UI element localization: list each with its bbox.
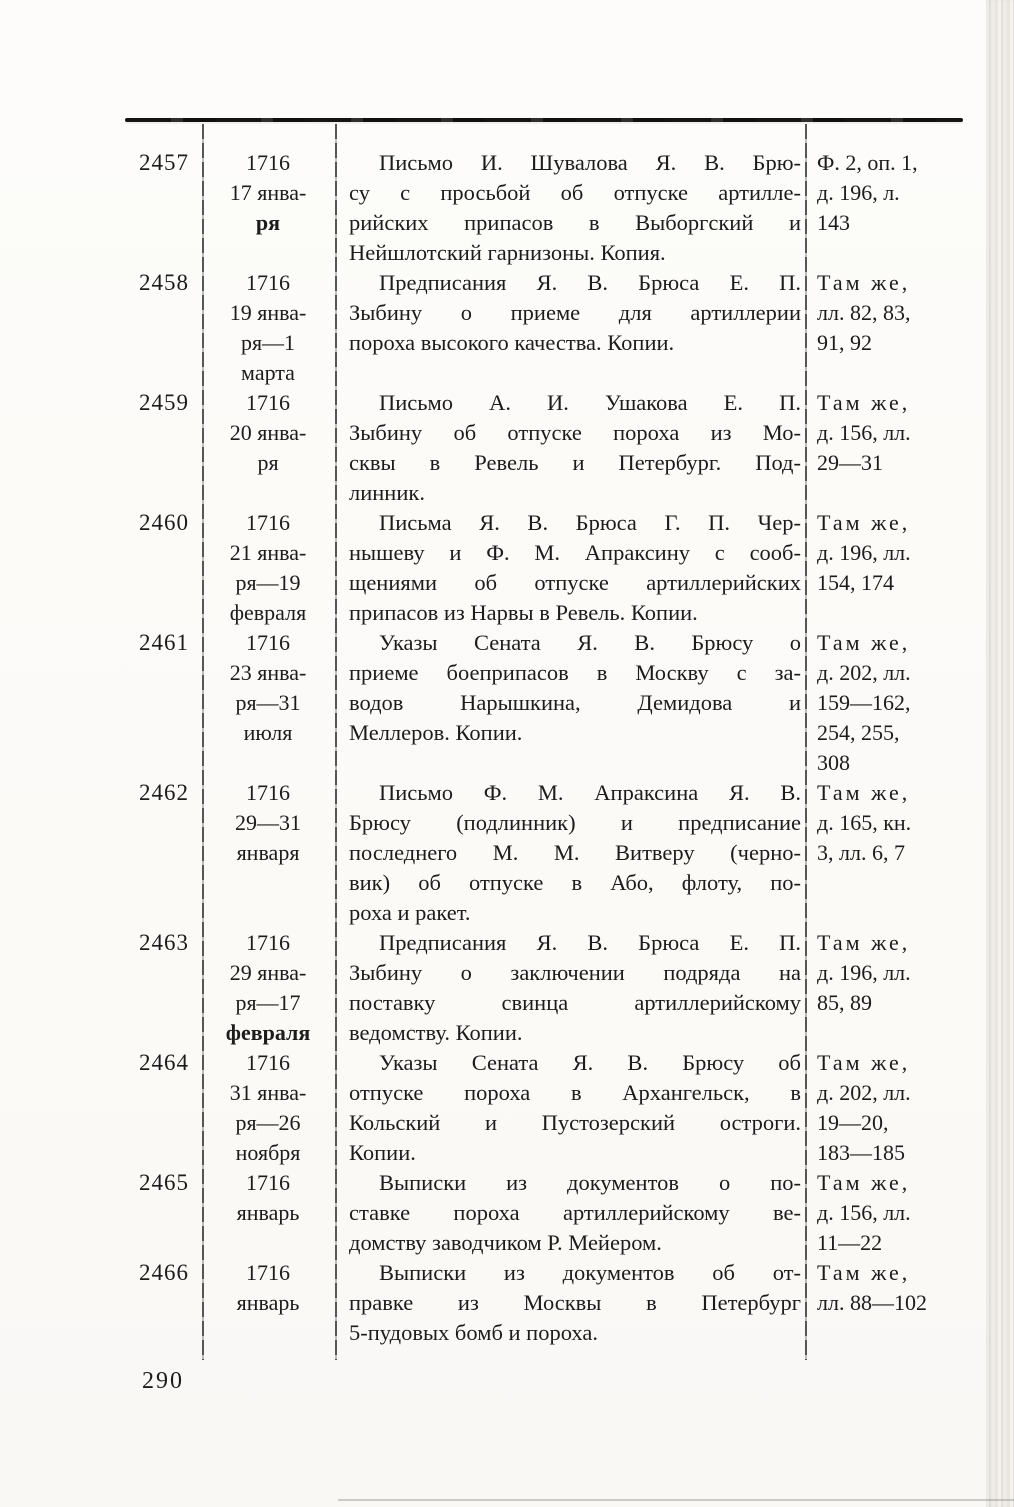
entry-number: 2461 bbox=[139, 630, 189, 655]
catalog-entries bbox=[0, 148, 1014, 1348]
entry-row bbox=[0, 1168, 1014, 1258]
entry-date: 1716 29 янва- ря—17 февраля bbox=[225, 930, 311, 1045]
entry-reference: Там же, д. 196, лл. 85, 89 bbox=[817, 930, 911, 1015]
scan-edge-artifact bbox=[986, 0, 1014, 1507]
scan-bottom-artifact bbox=[338, 1499, 1014, 1501]
table-top-rule bbox=[125, 118, 963, 122]
entry-row bbox=[0, 1258, 1014, 1348]
entry-reference: Там же, д. 202, лл. 159—162, 254, 255, 308 bbox=[817, 630, 911, 775]
entry-number: 2465 bbox=[139, 1170, 189, 1195]
entry-row bbox=[0, 508, 1014, 628]
entry-description: Выписки из документов о по- ставке пороха артиллерийскому ве- домству заводчиком Р. Мейером. bbox=[349, 1170, 801, 1255]
entry-date: 1716 21 янва- ря—19 февраля bbox=[229, 510, 307, 625]
entry-description: Письмо И. Шувалова Я. В. Брю- су с просьбой об отпуске артилле- рийских припасов в Выборгский и Нейшлотский гарнизоны. Копия. bbox=[349, 150, 801, 265]
entry-description: Указы Сената Я. В. Брюсу об отпуске пороха в Архангельск, в Кольский и Пустозерский остроги. Копии. bbox=[349, 1050, 801, 1165]
entry-date: 1716 17 янва- ря bbox=[229, 150, 307, 235]
page-number: 290 bbox=[142, 1368, 184, 1394]
entry-date: 1716 23 янва- ря—31 июля bbox=[229, 630, 307, 745]
entry-reference: Там же, д. 156, лл. 11—22 bbox=[817, 1170, 911, 1255]
entry-description: Письмо Ф. М. Апраксина Я. В. Брюсу (подлинник) и предписание последнего М. М. Витверу (черно- вик) об отпуске в Або, флоту, по- роха и ракет. bbox=[349, 780, 801, 925]
entry-row bbox=[0, 388, 1014, 508]
entry-number: 2458 bbox=[139, 270, 189, 295]
entry-description: Письмо А. И. Ушакова Е. П. Зыбину об отпуске пороха из Мо- сквы в Ревель и Петербург. Под- линник. bbox=[349, 390, 801, 505]
entry-reference: Там же, д. 202, лл. 19—20, 183—185 bbox=[817, 1050, 911, 1165]
entry-date: 1716 20 янва- ря bbox=[229, 390, 307, 475]
entry-reference: Там же, лл. 82, 83, 91, 92 bbox=[817, 270, 911, 355]
entry-number: 2466 bbox=[139, 1260, 189, 1285]
entry-description: Предписания Я. В. Брюса Е. П. Зыбину о заключении подряда на поставку свинца артиллерийскому ведомству. Копии. bbox=[349, 930, 801, 1045]
entry-description: Предписания Я. В. Брюса Е. П. Зыбину о приеме для артиллерии пороха высокого качества. Копии. bbox=[349, 270, 801, 355]
entry-number: 2464 bbox=[139, 1050, 189, 1075]
entry-reference: Там же, д. 156, лл. 29—31 bbox=[817, 390, 911, 475]
entry-date: 1716 январь bbox=[236, 1260, 300, 1315]
entry-number: 2457 bbox=[139, 150, 189, 175]
entry-description: Выписки из документов об от- правке из Москвы в Петербург 5-пудовых бомб и пороха. bbox=[349, 1260, 801, 1345]
entry-number: 2462 bbox=[139, 780, 189, 805]
entry-number: 2463 bbox=[139, 930, 189, 955]
entry-date: 1716 29—31 января bbox=[235, 780, 301, 865]
entry-date: 1716 19 янва- ря—1 марта bbox=[229, 270, 307, 385]
entry-reference: Там же, д. 165, кн. 3, лл. 6, 7 bbox=[817, 780, 912, 865]
entry-row bbox=[0, 628, 1014, 778]
entry-row bbox=[0, 778, 1014, 928]
entry-date: 1716 31 янва- ря—26 ноября bbox=[229, 1050, 307, 1165]
entry-reference: Там же, д. 196, лл. 154, 174 bbox=[817, 510, 911, 595]
entry-number: 2459 bbox=[139, 390, 189, 415]
entry-reference: Там же, лл. 88—102 bbox=[817, 1260, 927, 1315]
entry-description: Письма Я. В. Брюса Г. П. Чер- нышеву и Ф. М. Апраксину с сооб- щениями об отпуске артиллерийских припасов из Нарвы в Ревель. Копии. bbox=[349, 510, 801, 625]
entry-date: 1716 январь bbox=[236, 1170, 300, 1225]
entry-row bbox=[0, 1048, 1014, 1168]
entry-description: Указы Сената Я. В. Брюсу о приеме боеприпасов в Москву с за- водов Нарышкина, Демидова и Меллеров. Копии. bbox=[349, 630, 801, 745]
entry-row bbox=[0, 268, 1014, 388]
entry-reference: Ф. 2, оп. 1, д. 196, л. 143 bbox=[817, 150, 918, 235]
entry-row bbox=[0, 928, 1014, 1048]
entry-number: 2460 bbox=[139, 510, 189, 535]
entry-row bbox=[0, 148, 1014, 268]
